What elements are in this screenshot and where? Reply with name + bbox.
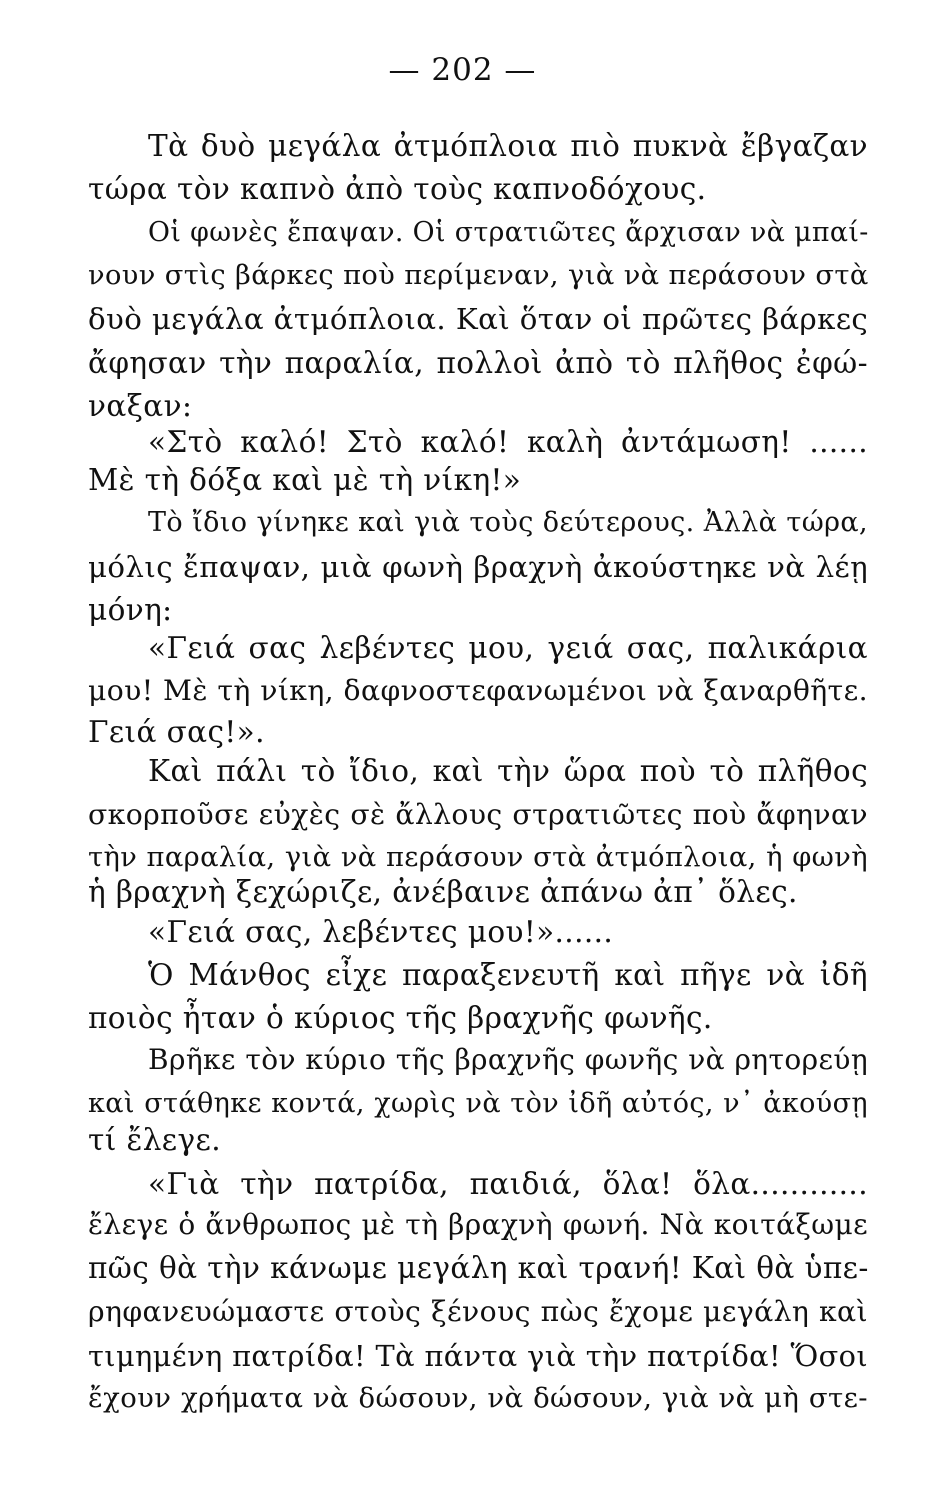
text-line: ποιὸς ἦταν ὁ κύριος τῆς βραχνῆς φωνῆς. xyxy=(88,1001,713,1035)
text-line: Τὸ ἴδιο γίνηκε καὶ γιὰ τοὺς δεύτερους. Ἀλλὰ τώρα, xyxy=(148,507,868,538)
text-line: Καὶ πάλι τὸ ἴδιο, καὶ τὴν ὥρα ποὺ τὸ πλῆθος xyxy=(148,754,868,788)
text-line: Οἱ φωνὲς ἔπαψαν. Οἱ στρατιῶτες ἄρχισαν νὰ μπαί- xyxy=(148,217,869,248)
text-line: Ὁ Μάνθος εἶχε παραξενευτῆ καὶ πῆγε νὰ ἰδῆ xyxy=(148,958,868,992)
text-line: ἡ βραχνὴ ξεχώριζε, ἀνέβαινε ἀπάνω ἀπ᾿ ὅλες. xyxy=(88,875,798,909)
text-line: τώρα τὸν καπνὸ ἀπὸ τοὺς καπνοδόχους. xyxy=(88,172,707,206)
text-line: «Γειά σας, λεβέντες μου!»...... xyxy=(148,915,614,949)
text-line: ἔχουν χρήματα νὰ δώσουν, νὰ δώσουν, γιὰ νὰ μὴ στε- xyxy=(88,1382,868,1414)
text-line: Γειά σας!». xyxy=(88,715,265,749)
text-line: ἄφησαν τὴν παραλία, πολλοὶ ἀπὸ τὸ πλῆθος ἐφώ- xyxy=(88,346,868,380)
text-line: πῶς θὰ τὴν κάνωμε μεγάλη καὶ τρανή! Καὶ θὰ ὑπε- xyxy=(88,1251,869,1285)
text-line: νουν στὶς βάρκες ποὺ περίμεναν, γιὰ νὰ περάσουν στὰ xyxy=(88,260,869,291)
text-line: καὶ στάθηκε κοντά, χωρὶς νὰ τὸν ἰδῆ αὐτός, ν᾿ ἀκούσῃ xyxy=(88,1088,868,1119)
text-line: τὴν παραλία, γιὰ νὰ περάσουν στὰ ἀτμόπλοια, ἡ φωνὴ xyxy=(88,842,868,873)
text-line: Μὲ τὴ δόξα καὶ μὲ τὴ νίκη!» xyxy=(88,463,522,497)
text-line: σκορποῦσε εὐχὲς σὲ ἄλλους στρατιῶτες ποὺ ἄφηναν xyxy=(88,798,868,831)
text-line: δυὸ μεγάλα ἀτμόπλοια. Καὶ ὅταν οἱ πρῶτες βάρκες xyxy=(88,302,869,336)
text-line: μου! Μὲ τὴ νίκη, δαφνοστεφανωμένοι νὰ ξαναρθῆτε. xyxy=(88,674,868,707)
text-line: Τὰ δυὸ μεγάλα ἀτμόπλοια πιὸ πυκνὰ ἔβγαζαν xyxy=(148,129,868,163)
text-line: Βρῆκε τὸν κύριο τῆς βραχνῆς φωνῆς νὰ ρητορεύῃ xyxy=(148,1043,868,1076)
text-line: ἔλεγε ὁ ἄνθρωπος μὲ τὴ βραχνὴ φωνή. Νὰ κοιτάξωμε xyxy=(88,1208,868,1241)
text-line: «Στὸ καλό! Στὸ καλό! καλὴ ἀντάμωση! ...... xyxy=(148,425,868,459)
text-line: μόλις ἔπαψαν, μιὰ φωνὴ βραχνὴ ἀκούστηκε νὰ λέῃ xyxy=(88,550,868,584)
text-line: τί ἔλεγε. xyxy=(88,1123,221,1157)
text-line: ναξαν: xyxy=(88,389,193,423)
text-line: ρηφανευώμαστε στοὺς ξένους πὼς ἔχομε μεγάλη καὶ xyxy=(88,1295,868,1328)
text-line: μόνη: xyxy=(88,593,173,627)
text-line: «Γιὰ τὴν πατρίδα, παιδιά, ὅλα! ὅλα............ xyxy=(148,1167,868,1201)
text-line: τιμημένη πατρίδα! Τὰ πάντα γιὰ τὴν πατρίδα! Ὅσοι xyxy=(88,1339,868,1373)
text-line: «Γειά σας λεβέντες μου, γειά σας, παλικάρια xyxy=(148,631,868,665)
page-number: — 202 — xyxy=(388,52,537,88)
